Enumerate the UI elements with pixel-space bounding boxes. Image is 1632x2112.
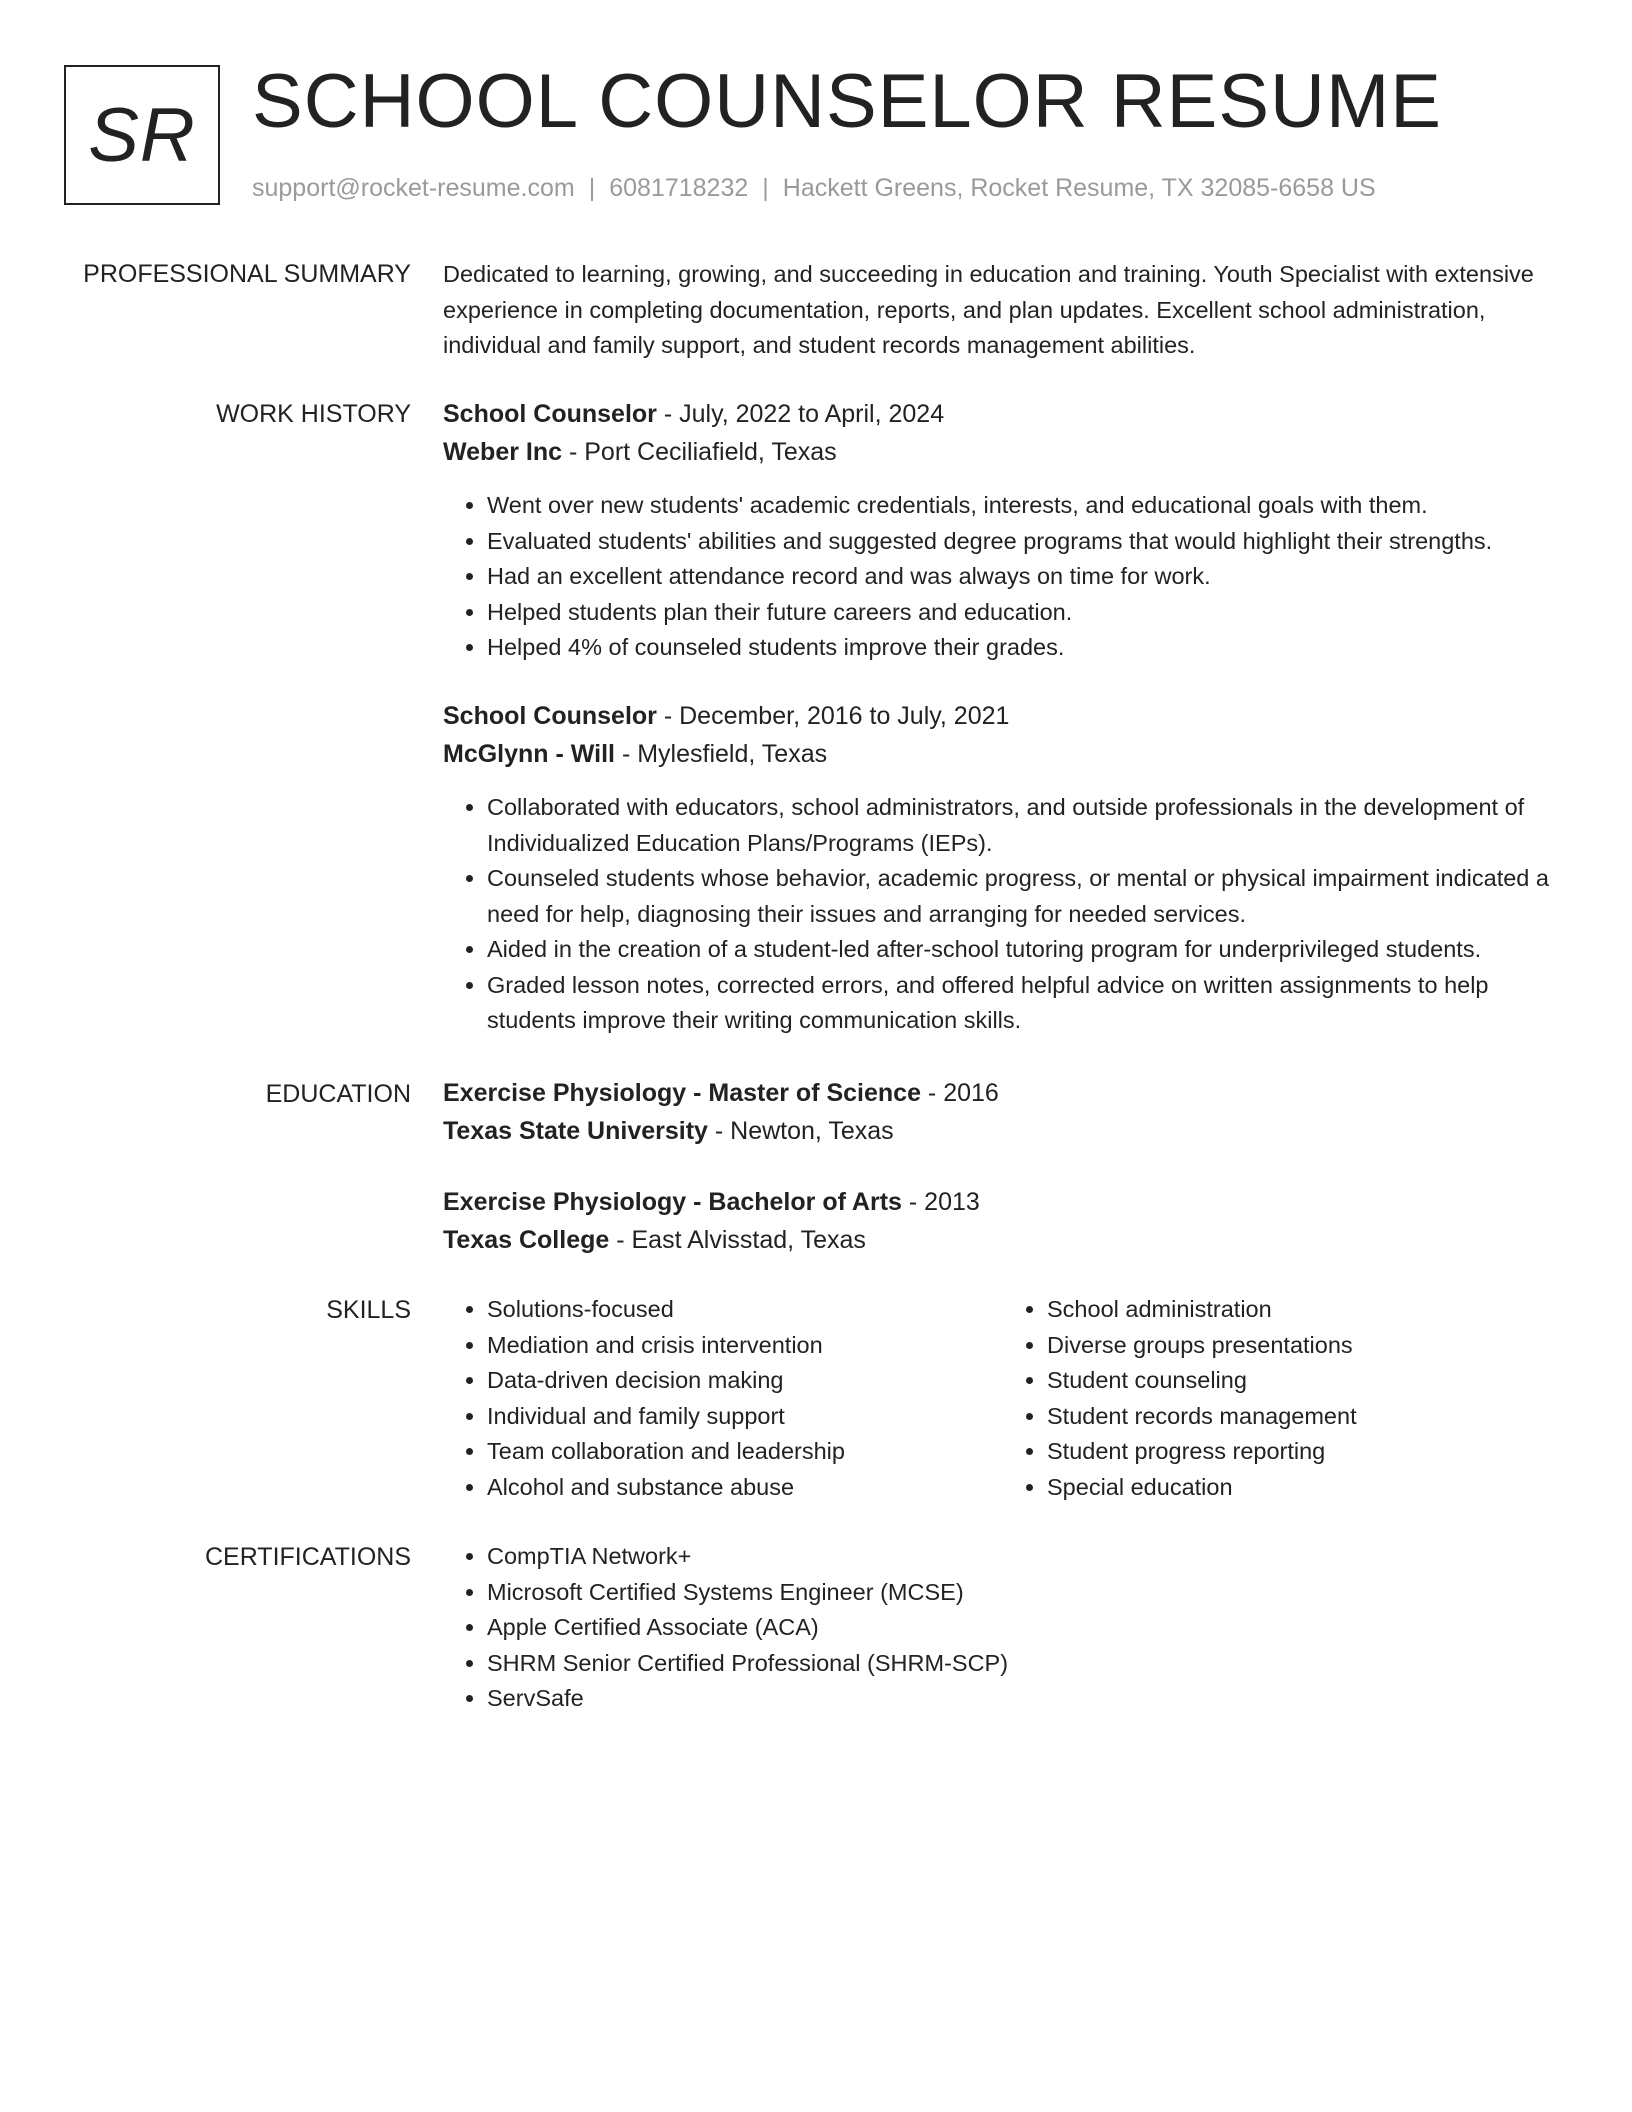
skill-item: • Student counseling (1047, 1363, 1563, 1399)
skill-item: • Student records management (1047, 1399, 1563, 1435)
job-location: - Port Ceciliafield, Texas (562, 438, 837, 466)
skill-item: • Diverse groups presentations (1047, 1328, 1563, 1364)
skills-column-right (1003, 1292, 1563, 1505)
job-entry (443, 697, 1563, 773)
degree-year: - 2013 (901, 1188, 980, 1216)
school-location: - East Alvisstad, Texas (609, 1226, 866, 1254)
school-name: Texas State University (443, 1117, 708, 1145)
job-company-line (443, 433, 1563, 471)
degree-name: Exercise Physiology - Master of Science (443, 1079, 921, 1107)
contact-address: Hackett Greens, Rocket Resume, TX 32085-6658 US (782, 174, 1376, 202)
job-title: School Counselor (443, 400, 657, 428)
certification-item: • SHRM Senior Certified Professional (SHRM-SCP) (487, 1646, 1563, 1682)
skills-section (443, 1292, 1563, 1505)
job-bullet: • Aided in the creation of a student-led after-school tutoring program for underprivileged students. (487, 932, 1553, 968)
job-dates: - December, 2016 to July, 2021 (656, 702, 1010, 730)
job-bullet: • Collaborated with educators, school administrators, and outside professionals in the development of Individualized Education Plans/Programs (IEPs). (487, 790, 1553, 861)
job-company: McGlynn - Will (443, 740, 615, 768)
school-line (443, 1112, 1563, 1150)
skill-item: • Team collaboration and leadership (487, 1434, 1003, 1470)
certification-item: • Apple Certified Associate (ACA) (487, 1610, 1563, 1646)
contact-phone: 6081718232 (609, 174, 749, 202)
job-bullet: • Counseled students whose behavior, academic progress, or mental or physical impairment indicated a need for help, diagnosing their issues and arranging for needed services. (487, 861, 1553, 932)
skill-item: • Special education (1047, 1470, 1563, 1506)
job-company: Weber Inc (443, 438, 563, 466)
summary-text: Dedicated to learning, growing, and succeeding in education and training. Youth Specialist with extensive experience in completing documentation, reports, and plan updates. Excellent school administration, individual and family support, and student records management abilities. (443, 261, 1534, 358)
skill-item: • Student progress reporting (1047, 1434, 1563, 1470)
certifications-section (443, 1539, 1563, 1717)
certification-item: • CompTIA Network+ (487, 1539, 1563, 1575)
degree-year: - 2016 (920, 1079, 999, 1107)
education-entry (443, 1074, 1563, 1150)
skill-item: • Data-driven decision making (487, 1363, 1003, 1399)
skills-column-left (443, 1292, 1003, 1505)
job-bullets (443, 790, 1553, 1039)
job-bullet: • Helped students plan their future careers and education. (487, 595, 1563, 631)
job-company-line (443, 735, 1563, 773)
initials-monogram (64, 65, 220, 205)
contact-email: support@rocket-resume.com (252, 174, 575, 202)
degree-line (443, 1074, 1563, 1112)
degree-name: Exercise Physiology - Bachelor of Arts (443, 1188, 902, 1216)
job-bullet: • Evaluated students' abilities and suggested degree programs that would highlight their strengths. (487, 524, 1563, 560)
job-title: School Counselor (443, 702, 657, 730)
resume-title: SCHOOL COUNSELOR RESUME (252, 59, 1442, 144)
job-bullet: • Went over new students' academic credentials, interests, and educational goals with them. (487, 488, 1563, 524)
degree-line (443, 1183, 1563, 1221)
skill-item: • Alcohol and substance abuse (487, 1470, 1003, 1506)
job-dates: - July, 2022 to April, 2024 (656, 400, 945, 428)
job-entry (443, 395, 1563, 471)
certification-item: • Microsoft Certified Systems Engineer (MCSE) (487, 1575, 1563, 1611)
skill-item: • Solutions-focused (487, 1292, 1003, 1328)
skill-item: • School administration (1047, 1292, 1563, 1328)
certification-item: • ServSafe (487, 1681, 1563, 1717)
summary-section (443, 257, 1563, 364)
skill-item: • Mediation and crisis intervention (487, 1328, 1003, 1364)
school-location: - Newton, Texas (707, 1117, 894, 1145)
job-title-line (443, 697, 1563, 735)
contact-line (252, 172, 1376, 204)
section-label-skills: SKILLS (326, 1296, 411, 1324)
skill-item: • Individual and family support (487, 1399, 1003, 1435)
job-bullet: • Had an excellent attendance record and was always on time for work. (487, 559, 1563, 595)
contact-separator: | (762, 174, 769, 202)
initials-text: SR (88, 92, 196, 178)
section-label-summary: PROFESSIONAL SUMMARY (83, 260, 411, 288)
job-title-line (443, 395, 1563, 433)
school-line (443, 1221, 1563, 1259)
section-label-certifications: CERTIFICATIONS (204, 1543, 411, 1571)
job-bullet: • Helped 4% of counseled students improve their grades. (487, 630, 1563, 666)
section-label-education: EDUCATION (265, 1080, 411, 1108)
job-bullets (443, 488, 1563, 666)
school-name: Texas College (443, 1226, 610, 1254)
education-entry (443, 1183, 1563, 1259)
job-location: - Mylesfield, Texas (615, 740, 828, 768)
contact-separator: | (588, 174, 596, 202)
job-bullet: • Graded lesson notes, corrected errors, and offered helpful advice on written assignments to help students improve their writing communication skills. (487, 968, 1553, 1039)
section-label-work-history: WORK HISTORY (216, 400, 411, 428)
